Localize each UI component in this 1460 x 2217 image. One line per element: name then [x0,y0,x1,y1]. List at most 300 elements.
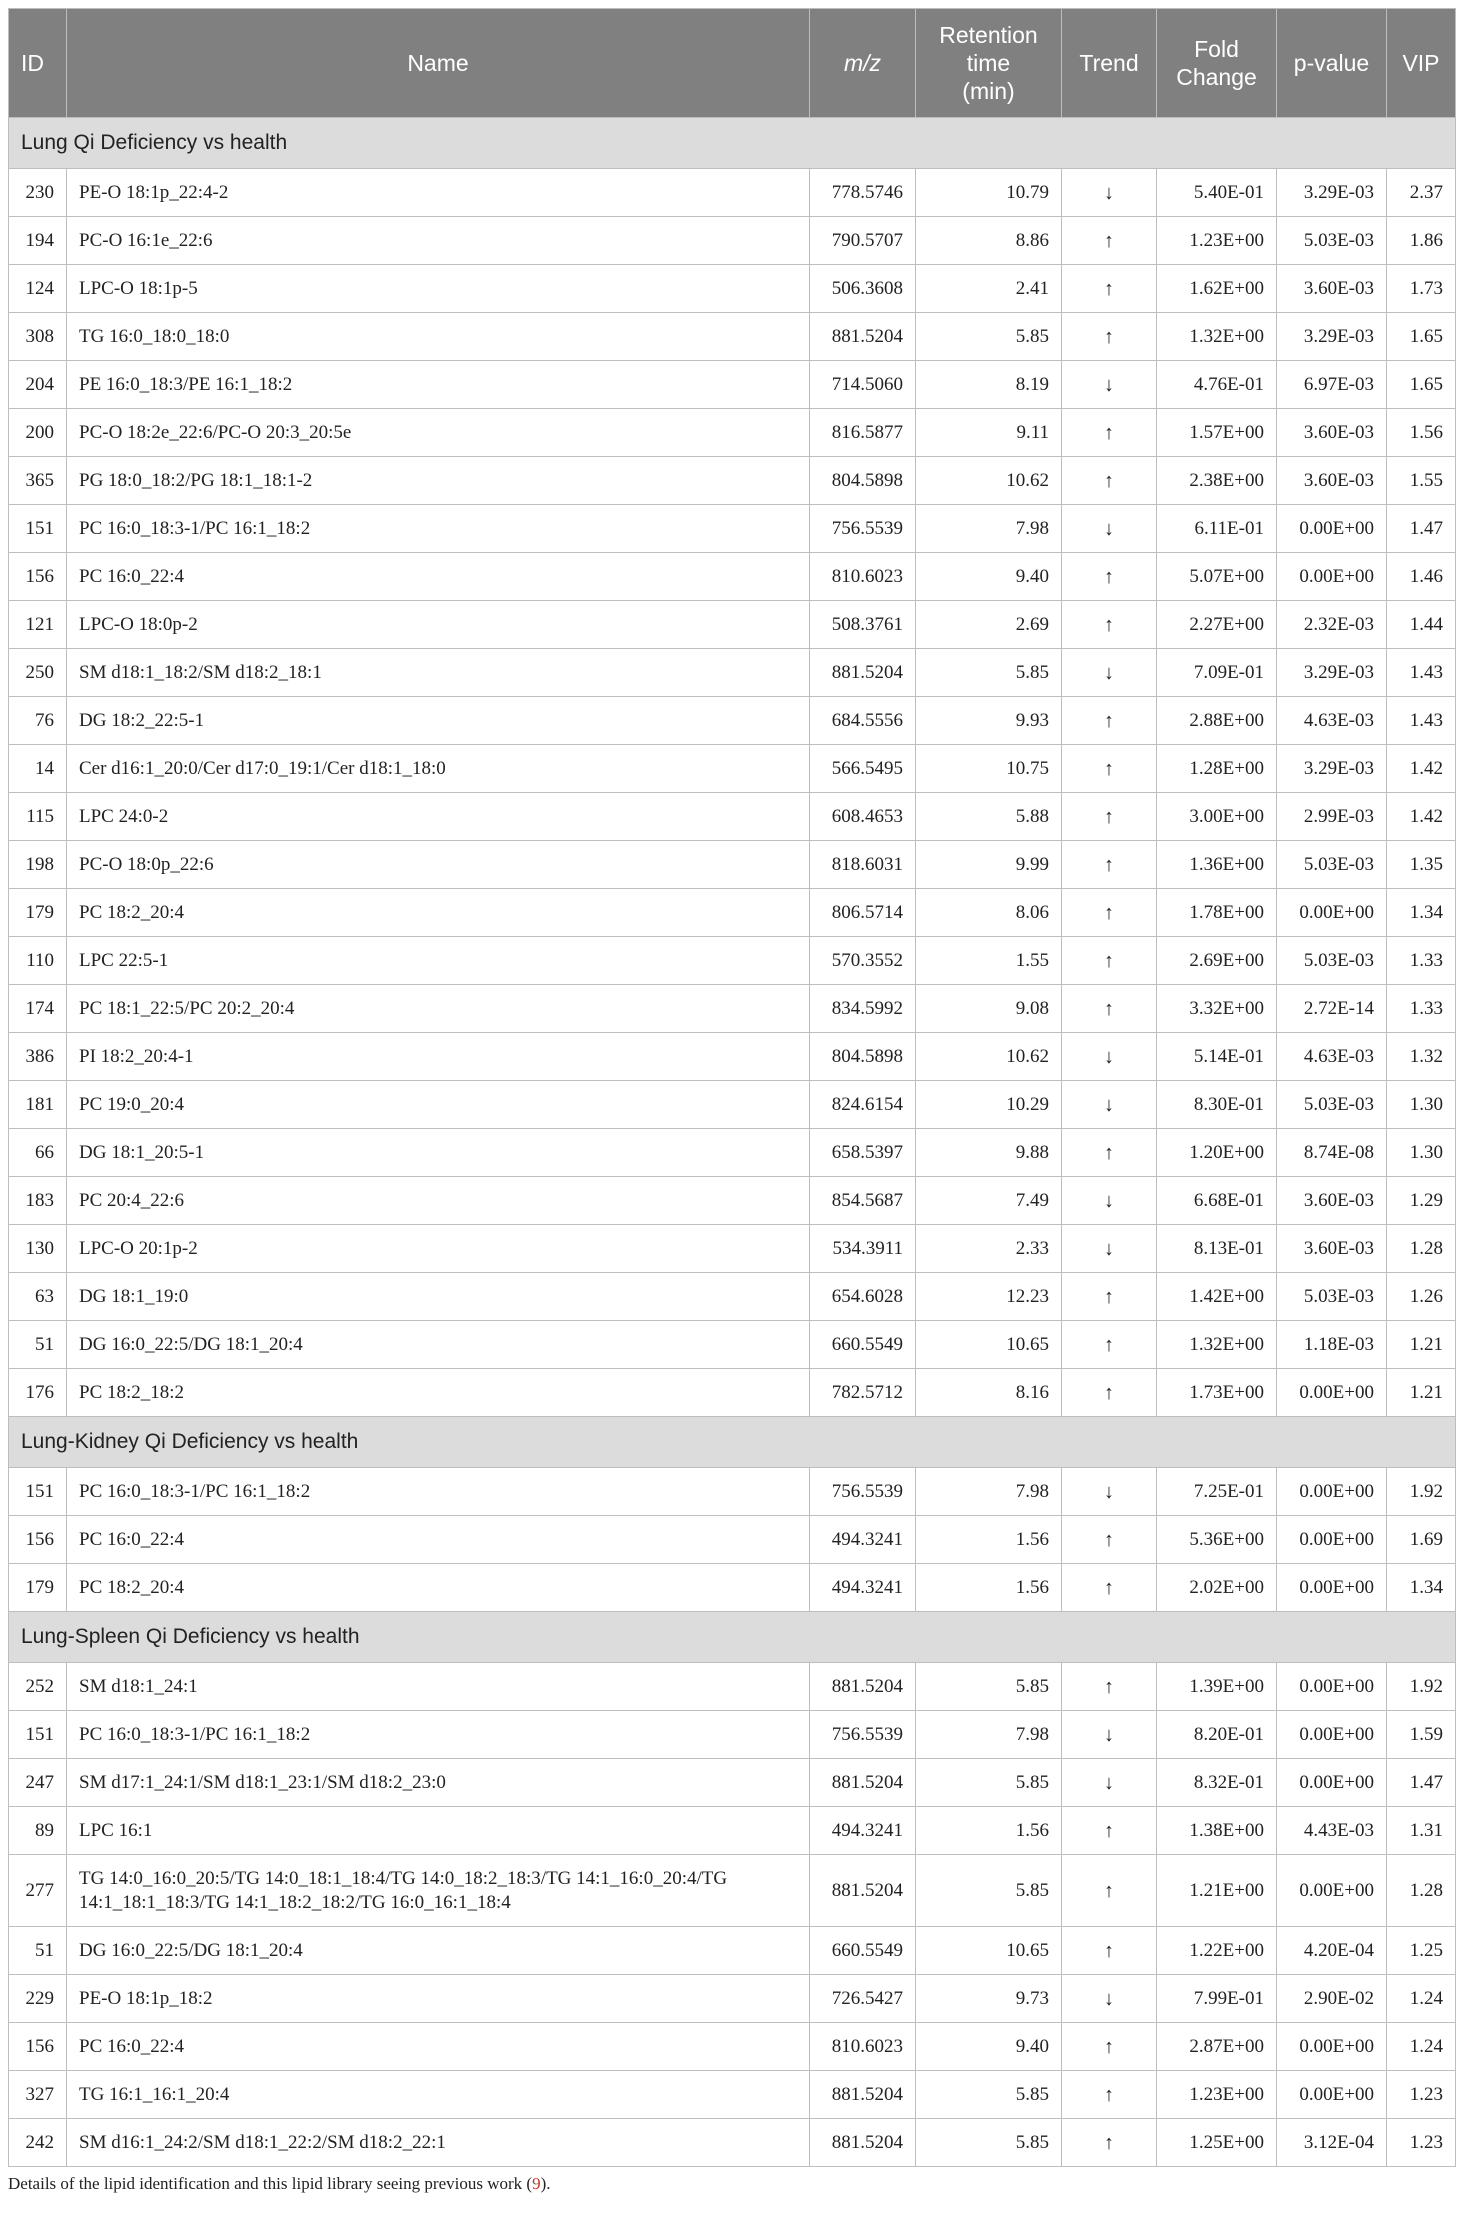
cell-fold-change: 1.62E+00 [1157,265,1277,313]
cell-name: LPC 24:0-2 [67,793,810,841]
cell-retention-time: 2.69 [916,601,1062,649]
footnote-reference-link[interactable]: 9 [532,2174,541,2193]
cell-id: 194 [9,217,67,265]
table-row [9,505,1456,553]
cell-fold-change: 2.27E+00 [1157,601,1277,649]
cell-name: PC 18:2_20:4 [67,1564,810,1612]
cell-id: 229 [9,1975,67,2023]
cell-fold-change: 1.32E+00 [1157,313,1277,361]
cell-fold-change: 2.02E+00 [1157,1564,1277,1612]
cell-p-value: 3.29E-03 [1277,313,1387,361]
cell-retention-time: 8.16 [916,1369,1062,1417]
cell-p-value: 0.00E+00 [1277,505,1387,553]
cell-mz: 658.5397 [810,1129,916,1177]
cell-fold-change: 1.36E+00 [1157,841,1277,889]
cell-name: PC 16:0_22:4 [67,1516,810,1564]
header-vip: VIP [1387,9,1456,118]
cell-name: PC 16:0_18:3-1/PC 16:1_18:2 [67,1711,810,1759]
header-rt-line-1: Retention [939,22,1038,48]
table-row [9,409,1456,457]
cell-retention-time: 5.85 [916,1855,1062,1927]
cell-mz: 881.5204 [810,1759,916,1807]
table-row [9,649,1456,697]
cell-name: PC 16:0_18:3-1/PC 16:1_18:2 [67,1468,810,1516]
table-row [9,1564,1456,1612]
cell-vip: 1.29 [1387,1177,1456,1225]
cell-fold-change: 1.78E+00 [1157,889,1277,937]
cell-vip: 1.24 [1387,1975,1456,2023]
cell-name: LPC 22:5-1 [67,937,810,985]
group-label: Lung-Kidney Qi Deficiency vs health [9,1417,1456,1468]
cell-name: PE-O 18:1p_22:4-2 [67,169,810,217]
table-row [9,937,1456,985]
table-row [9,1033,1456,1081]
cell-mz: 660.5549 [810,1321,916,1369]
cell-p-value: 0.00E+00 [1277,1711,1387,1759]
cell-name: PC 16:0_22:4 [67,553,810,601]
cell-vip: 1.30 [1387,1081,1456,1129]
cell-name: PC 19:0_20:4 [67,1081,810,1129]
cell-retention-time: 9.40 [916,2023,1062,2071]
cell-name: PC 18:2_18:2 [67,1369,810,1417]
cell-fold-change: 2.38E+00 [1157,457,1277,505]
cell-p-value: 4.63E-03 [1277,1033,1387,1081]
cell-vip: 1.21 [1387,1369,1456,1417]
table-row [9,1759,1456,1807]
cell-mz: 881.5204 [810,313,916,361]
cell-p-value: 3.60E-03 [1277,457,1387,505]
cell-vip: 2.37 [1387,169,1456,217]
cell-retention-time: 7.49 [916,1177,1062,1225]
cell-p-value: 4.63E-03 [1277,697,1387,745]
cell-id: 308 [9,313,67,361]
cell-trend-arrow-icon: ↑ [1062,1663,1157,1711]
cell-id: 277 [9,1855,67,1927]
cell-name: PC 16:0_22:4 [67,2023,810,2071]
cell-fold-change: 1.23E+00 [1157,217,1277,265]
group-label: Lung Qi Deficiency vs health [9,118,1456,169]
cell-vip: 1.26 [1387,1273,1456,1321]
table-row [9,601,1456,649]
cell-trend-arrow-icon: ↓ [1062,361,1157,409]
cell-p-value: 4.20E-04 [1277,1927,1387,1975]
cell-retention-time: 1.56 [916,1807,1062,1855]
cell-id: 365 [9,457,67,505]
table-row [9,1663,1456,1711]
cell-trend-arrow-icon: ↑ [1062,217,1157,265]
cell-vip: 1.28 [1387,1225,1456,1273]
cell-trend-arrow-icon: ↑ [1062,745,1157,793]
cell-vip: 1.46 [1387,553,1456,601]
cell-name: DG 18:1_19:0 [67,1273,810,1321]
cell-p-value: 0.00E+00 [1277,889,1387,937]
cell-id: 151 [9,1711,67,1759]
cell-name: PC-O 16:1e_22:6 [67,217,810,265]
cell-mz: 506.3608 [810,265,916,313]
cell-retention-time: 8.19 [916,361,1062,409]
cell-retention-time: 1.55 [916,937,1062,985]
cell-mz: 684.5556 [810,697,916,745]
cell-trend-arrow-icon: ↑ [1062,409,1157,457]
cell-trend-arrow-icon: ↑ [1062,1129,1157,1177]
cell-fold-change: 1.32E+00 [1157,1321,1277,1369]
cell-trend-arrow-icon: ↑ [1062,1807,1157,1855]
cell-p-value: 3.60E-03 [1277,409,1387,457]
cell-fold-change: 1.39E+00 [1157,1663,1277,1711]
header-fc-line-1: Fold [1194,36,1239,62]
cell-fold-change: 8.20E-01 [1157,1711,1277,1759]
table-row [9,1807,1456,1855]
cell-id: 156 [9,1516,67,1564]
cell-p-value: 4.43E-03 [1277,1807,1387,1855]
cell-trend-arrow-icon: ↑ [1062,697,1157,745]
cell-trend-arrow-icon: ↑ [1062,2071,1157,2119]
cell-vip: 1.47 [1387,1759,1456,1807]
cell-mz: 834.5992 [810,985,916,1033]
cell-vip: 1.21 [1387,1321,1456,1369]
cell-retention-time: 5.85 [916,1759,1062,1807]
cell-fold-change: 8.13E-01 [1157,1225,1277,1273]
cell-name: PC 18:2_20:4 [67,889,810,937]
cell-fold-change: 3.00E+00 [1157,793,1277,841]
table-row [9,1129,1456,1177]
table-header [9,9,1456,118]
cell-fold-change: 6.11E-01 [1157,505,1277,553]
cell-fold-change: 4.76E-01 [1157,361,1277,409]
cell-trend-arrow-icon: ↓ [1062,169,1157,217]
cell-p-value: 5.03E-03 [1277,1273,1387,1321]
cell-mz: 881.5204 [810,649,916,697]
cell-id: 151 [9,1468,67,1516]
cell-fold-change: 2.88E+00 [1157,697,1277,745]
header-fc-line-2: Change [1176,64,1257,90]
cell-p-value: 0.00E+00 [1277,1516,1387,1564]
cell-name: LPC-O 18:0p-2 [67,601,810,649]
cell-name: PC 18:1_22:5/PC 20:2_20:4 [67,985,810,1033]
group-header-row [9,1417,1456,1468]
cell-name: TG 16:1_16:1_20:4 [67,2071,810,2119]
cell-trend-arrow-icon: ↑ [1062,553,1157,601]
table-row [9,1711,1456,1759]
cell-id: 386 [9,1033,67,1081]
cell-trend-arrow-icon: ↑ [1062,457,1157,505]
header-p-value: p-value [1277,9,1387,118]
table-row [9,841,1456,889]
cell-mz: 534.3911 [810,1225,916,1273]
header-id: ID [9,9,67,118]
cell-p-value: 0.00E+00 [1277,1759,1387,1807]
cell-fold-change: 5.36E+00 [1157,1516,1277,1564]
cell-retention-time: 5.85 [916,1663,1062,1711]
cell-trend-arrow-icon: ↑ [1062,2119,1157,2167]
cell-trend-arrow-icon: ↑ [1062,1516,1157,1564]
table-row [9,1927,1456,1975]
table-row [9,889,1456,937]
cell-retention-time: 10.79 [916,169,1062,217]
cell-name: PI 18:2_20:4-1 [67,1033,810,1081]
table-row [9,2023,1456,2071]
cell-mz: 881.5204 [810,2071,916,2119]
cell-vip: 1.31 [1387,1807,1456,1855]
cell-p-value: 2.90E-02 [1277,1975,1387,2023]
table-row [9,1225,1456,1273]
cell-trend-arrow-icon: ↑ [1062,265,1157,313]
cell-id: 124 [9,265,67,313]
cell-name: PC 20:4_22:6 [67,1177,810,1225]
cell-p-value: 0.00E+00 [1277,1468,1387,1516]
cell-vip: 1.23 [1387,2119,1456,2167]
cell-mz: 714.5060 [810,361,916,409]
cell-p-value: 0.00E+00 [1277,2071,1387,2119]
table-row [9,457,1456,505]
cell-vip: 1.33 [1387,985,1456,1033]
cell-fold-change: 1.28E+00 [1157,745,1277,793]
cell-id: 156 [9,2023,67,2071]
cell-id: 230 [9,169,67,217]
cell-retention-time: 7.98 [916,505,1062,553]
cell-mz: 818.6031 [810,841,916,889]
cell-name: PC-O 18:0p_22:6 [67,841,810,889]
cell-p-value: 3.29E-03 [1277,745,1387,793]
cell-id: 204 [9,361,67,409]
cell-id: 174 [9,985,67,1033]
cell-vip: 1.59 [1387,1711,1456,1759]
cell-trend-arrow-icon: ↓ [1062,1468,1157,1516]
cell-p-value: 0.00E+00 [1277,1855,1387,1927]
header-retention-time [916,9,1062,118]
cell-retention-time: 9.99 [916,841,1062,889]
cell-mz: 726.5427 [810,1975,916,2023]
cell-vip: 1.30 [1387,1129,1456,1177]
cell-name: SM d18:1_24:1 [67,1663,810,1711]
footnote-text: Details of the lipid identification and this lipid library seeing previous work ( [8,2174,533,2193]
cell-retention-time: 7.98 [916,1711,1062,1759]
table-row [9,2071,1456,2119]
cell-fold-change: 1.25E+00 [1157,2119,1277,2167]
cell-name: DG 16:0_22:5/DG 18:1_20:4 [67,1321,810,1369]
cell-mz: 566.5495 [810,745,916,793]
cell-fold-change: 1.23E+00 [1157,2071,1277,2119]
cell-vip: 1.86 [1387,217,1456,265]
cell-mz: 756.5539 [810,505,916,553]
cell-id: 200 [9,409,67,457]
cell-vip: 1.47 [1387,505,1456,553]
cell-mz: 804.5898 [810,1033,916,1081]
cell-vip: 1.69 [1387,1516,1456,1564]
cell-p-value: 0.00E+00 [1277,553,1387,601]
cell-p-value: 2.32E-03 [1277,601,1387,649]
header-rt-line-3: (min) [962,78,1015,104]
cell-retention-time: 9.11 [916,409,1062,457]
cell-fold-change: 3.32E+00 [1157,985,1277,1033]
cell-name: SM d17:1_24:1/SM d18:1_23:1/SM d18:2_23:0 [67,1759,810,1807]
cell-mz: 654.6028 [810,1273,916,1321]
cell-trend-arrow-icon: ↑ [1062,937,1157,985]
cell-p-value: 1.18E-03 [1277,1321,1387,1369]
table-row [9,265,1456,313]
table-row [9,1975,1456,2023]
cell-fold-change: 1.73E+00 [1157,1369,1277,1417]
header-name: Name [67,9,810,118]
cell-id: 66 [9,1129,67,1177]
cell-id: 121 [9,601,67,649]
cell-fold-change: 5.40E-01 [1157,169,1277,217]
cell-fold-change: 8.32E-01 [1157,1759,1277,1807]
cell-retention-time: 10.29 [916,1081,1062,1129]
cell-retention-time: 9.88 [916,1129,1062,1177]
cell-fold-change: 1.57E+00 [1157,409,1277,457]
cell-name: LPC-O 18:1p-5 [67,265,810,313]
cell-trend-arrow-icon: ↓ [1062,1081,1157,1129]
cell-vip: 1.23 [1387,2071,1456,2119]
cell-name: TG 16:0_18:0_18:0 [67,313,810,361]
group-header-row [9,1612,1456,1663]
cell-vip: 1.33 [1387,937,1456,985]
cell-id: 327 [9,2071,67,2119]
cell-p-value: 2.72E-14 [1277,985,1387,1033]
cell-p-value: 6.97E-03 [1277,361,1387,409]
cell-id: 63 [9,1273,67,1321]
table-row [9,1369,1456,1417]
header-fold-change [1157,9,1277,118]
table-row [9,1855,1456,1927]
cell-id: 198 [9,841,67,889]
cell-retention-time: 5.85 [916,313,1062,361]
cell-vip: 1.55 [1387,457,1456,505]
cell-fold-change: 5.07E+00 [1157,553,1277,601]
cell-retention-time: 5.85 [916,2119,1062,2167]
cell-p-value: 3.12E-04 [1277,2119,1387,2167]
cell-trend-arrow-icon: ↑ [1062,841,1157,889]
cell-vip: 1.42 [1387,793,1456,841]
table-row [9,361,1456,409]
cell-retention-time: 7.98 [916,1468,1062,1516]
cell-p-value: 2.99E-03 [1277,793,1387,841]
cell-retention-time: 10.65 [916,1927,1062,1975]
cell-vip: 1.44 [1387,601,1456,649]
cell-trend-arrow-icon: ↑ [1062,313,1157,361]
cell-mz: 806.5714 [810,889,916,937]
cell-name: PE-O 18:1p_18:2 [67,1975,810,2023]
cell-retention-time: 9.73 [916,1975,1062,2023]
table-page [8,8,1455,2195]
cell-fold-change: 2.69E+00 [1157,937,1277,985]
cell-mz: 824.6154 [810,1081,916,1129]
cell-retention-time: 1.56 [916,1564,1062,1612]
cell-retention-time: 10.62 [916,1033,1062,1081]
cell-id: 76 [9,697,67,745]
cell-p-value: 5.03E-03 [1277,937,1387,985]
table-row [9,2119,1456,2167]
table-row [9,697,1456,745]
table-row [9,217,1456,265]
cell-id: 250 [9,649,67,697]
cell-p-value: 3.60E-03 [1277,1225,1387,1273]
cell-trend-arrow-icon: ↑ [1062,793,1157,841]
cell-mz: 782.5712 [810,1369,916,1417]
cell-mz: 570.3552 [810,937,916,985]
cell-mz: 810.6023 [810,553,916,601]
cell-mz: 881.5204 [810,2119,916,2167]
table-row [9,745,1456,793]
cell-vip: 1.65 [1387,361,1456,409]
cell-p-value: 5.03E-03 [1277,217,1387,265]
cell-trend-arrow-icon: ↑ [1062,601,1157,649]
cell-trend-arrow-icon: ↑ [1062,1855,1157,1927]
cell-p-value: 0.00E+00 [1277,2023,1387,2071]
table-row [9,1516,1456,1564]
table-row [9,169,1456,217]
cell-id: 176 [9,1369,67,1417]
header-mz [810,9,916,118]
cell-trend-arrow-icon: ↓ [1062,1033,1157,1081]
cell-p-value: 3.60E-03 [1277,265,1387,313]
cell-id: 183 [9,1177,67,1225]
cell-id: 151 [9,505,67,553]
cell-id: 156 [9,553,67,601]
cell-id: 247 [9,1759,67,1807]
cell-vip: 1.43 [1387,649,1456,697]
cell-retention-time: 8.06 [916,889,1062,937]
cell-p-value: 5.03E-03 [1277,1081,1387,1129]
cell-fold-change: 5.14E-01 [1157,1033,1277,1081]
cell-fold-change: 7.09E-01 [1157,649,1277,697]
cell-name: DG 16:0_22:5/DG 18:1_20:4 [67,1927,810,1975]
cell-p-value: 5.03E-03 [1277,841,1387,889]
cell-p-value: 3.60E-03 [1277,1177,1387,1225]
table-row [9,793,1456,841]
cell-trend-arrow-icon: ↑ [1062,1273,1157,1321]
cell-name: PC-O 18:2e_22:6/PC-O 20:3_20:5e [67,409,810,457]
cell-mz: 790.5707 [810,217,916,265]
cell-mz: 494.3241 [810,1807,916,1855]
cell-mz: 756.5539 [810,1468,916,1516]
cell-trend-arrow-icon: ↑ [1062,889,1157,937]
cell-vip: 1.92 [1387,1468,1456,1516]
cell-trend-arrow-icon: ↓ [1062,1177,1157,1225]
cell-id: 89 [9,1807,67,1855]
cell-mz: 881.5204 [810,1855,916,1927]
cell-trend-arrow-icon: ↑ [1062,985,1157,1033]
cell-fold-change: 1.22E+00 [1157,1927,1277,1975]
cell-mz: 660.5549 [810,1927,916,1975]
cell-id: 130 [9,1225,67,1273]
cell-retention-time: 5.85 [916,649,1062,697]
cell-retention-time: 12.23 [916,1273,1062,1321]
cell-name: SM d16:1_24:2/SM d18:1_22:2/SM d18:2_22:1 [67,2119,810,2167]
cell-vip: 1.56 [1387,409,1456,457]
cell-vip: 1.65 [1387,313,1456,361]
cell-trend-arrow-icon: ↓ [1062,1759,1157,1807]
cell-retention-time: 1.56 [916,1516,1062,1564]
cell-retention-time: 5.85 [916,2071,1062,2119]
cell-p-value: 0.00E+00 [1277,1564,1387,1612]
table-row [9,313,1456,361]
cell-mz: 494.3241 [810,1516,916,1564]
cell-p-value: 0.00E+00 [1277,1663,1387,1711]
cell-fold-change: 1.21E+00 [1157,1855,1277,1927]
table-row [9,1177,1456,1225]
cell-p-value: 3.29E-03 [1277,169,1387,217]
cell-vip: 1.34 [1387,889,1456,937]
cell-mz: 810.6023 [810,2023,916,2071]
cell-fold-change: 1.38E+00 [1157,1807,1277,1855]
header-mz-label: m/z [843,50,882,76]
table-row [9,553,1456,601]
cell-vip: 1.73 [1387,265,1456,313]
cell-name: TG 14:0_16:0_20:5/TG 14:0_18:1_18:4/TG 14:0_18:2_18:3/TG 14:1_16:0_20:4/TG 14:1_18:1_18:3/TG 14:1_18:2_18:2/TG 16:0_16:1_18:4 [67,1855,810,1927]
cell-name: PC 16:0_18:3-1/PC 16:1_18:2 [67,505,810,553]
